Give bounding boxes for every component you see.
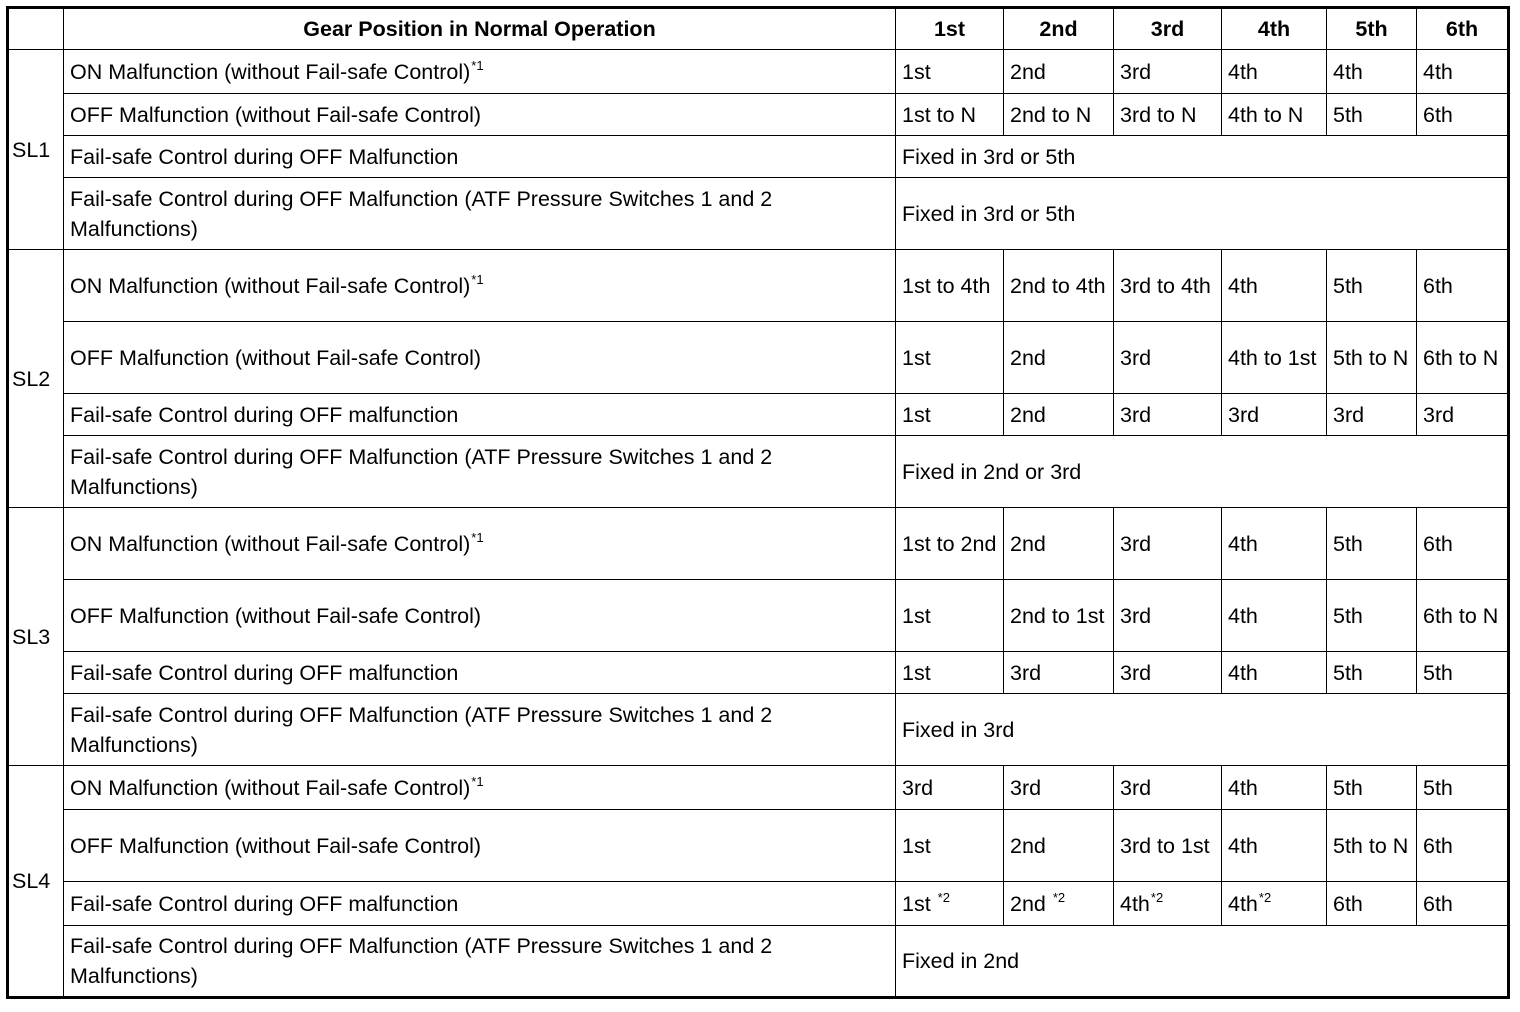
gear-result-cell xyxy=(1327,810,1417,882)
gear-result-cell xyxy=(1417,652,1509,694)
gear-result-cell xyxy=(896,508,1004,580)
gear-result-cell xyxy=(1327,250,1417,322)
gear-result-text: 3rd to N xyxy=(1120,102,1197,127)
gear-result-text: 4th xyxy=(1228,891,1258,916)
gear-result-text: 4th xyxy=(1228,833,1258,858)
gear-result-cell xyxy=(1114,50,1222,94)
gear-result-cell xyxy=(1114,394,1222,436)
header-gear-3: 3rd xyxy=(1114,8,1222,50)
table-body xyxy=(8,50,1509,998)
gear-result-cell xyxy=(1417,322,1509,394)
gear-result-cell xyxy=(1417,766,1509,810)
header-gear-2: 2nd xyxy=(1004,8,1114,50)
condition-text: Fail-safe Control during OFF Malfunction xyxy=(70,144,459,169)
gear-result-cell xyxy=(1114,508,1222,580)
gear-result-text: 6th xyxy=(1423,102,1453,127)
fixed-gear-cell: Fixed in 2nd xyxy=(896,926,1509,998)
gear-result-text: 4th xyxy=(1228,531,1258,556)
gear-result-text: 5th xyxy=(1333,273,1363,298)
gear-result-text: 4th xyxy=(1228,603,1258,628)
table-row xyxy=(8,178,1509,250)
gear-result-cell xyxy=(1222,508,1327,580)
table-row xyxy=(8,136,1509,178)
gear-result-text: 5th xyxy=(1333,775,1363,800)
condition-cell xyxy=(64,508,896,580)
gear-result-cell xyxy=(1114,810,1222,882)
solenoid-group-label: SL1 xyxy=(8,50,64,250)
gear-result-cell xyxy=(896,394,1004,436)
gear-result-cell xyxy=(1327,652,1417,694)
gear-result-text: 3rd xyxy=(1120,660,1152,685)
condition-text: Fail-safe Control during OFF malfunction xyxy=(70,660,459,685)
gear-result-cell xyxy=(896,250,1004,322)
gear-result-cell xyxy=(1222,766,1327,810)
fixed-gear-cell: Fixed in 3rd or 5th xyxy=(896,178,1509,250)
gear-result-text: 2nd to 4th xyxy=(1010,273,1106,298)
table-row xyxy=(8,766,1509,810)
gear-result-cell xyxy=(1327,766,1417,810)
condition-cell xyxy=(64,436,896,508)
gear-result-text: 3rd xyxy=(1120,345,1152,370)
gear-result-cell xyxy=(1004,322,1114,394)
gear-result-text: 6th xyxy=(1423,891,1453,916)
gear-result-cell xyxy=(1222,652,1327,694)
table-row xyxy=(8,50,1509,94)
gear-result-cell xyxy=(1222,250,1327,322)
gear-result-cell xyxy=(1004,580,1114,652)
table-row xyxy=(8,436,1509,508)
condition-cell xyxy=(64,322,896,394)
gear-result-text: 6th xyxy=(1423,531,1453,556)
solenoid-group-label: SL3 xyxy=(8,508,64,766)
gear-result-cell xyxy=(1004,394,1114,436)
gear-result-text: 1st xyxy=(902,660,931,685)
gear-result-text: 3rd xyxy=(1423,402,1455,427)
gear-result-text: 5th xyxy=(1333,531,1363,556)
gear-result-cell xyxy=(1417,94,1509,136)
condition-text: OFF Malfunction (without Fail-safe Control) xyxy=(70,102,482,127)
gear-result-text: 2nd xyxy=(1010,345,1046,370)
gear-result-text: 4th xyxy=(1228,273,1258,298)
header-gear-position: Gear Position in Normal Operation xyxy=(64,8,896,50)
gear-result-cell xyxy=(1327,394,1417,436)
gear-result-cell xyxy=(1327,50,1417,94)
footnote-marker: *1 xyxy=(471,773,484,789)
gear-result-cell xyxy=(1327,508,1417,580)
gear-result-cell xyxy=(1327,882,1417,926)
gear-result-cell xyxy=(1417,394,1509,436)
table-row xyxy=(8,322,1509,394)
header-gear-4: 4th xyxy=(1222,8,1327,50)
solenoid-group-label: SL4 xyxy=(8,766,64,998)
condition-cell xyxy=(64,882,896,926)
gear-result-text: 6th xyxy=(1333,891,1363,916)
gear-result-text: 3rd xyxy=(1120,531,1152,556)
gear-result-cell xyxy=(1222,810,1327,882)
gear-result-cell xyxy=(1004,50,1114,94)
gear-result-cell xyxy=(1327,94,1417,136)
condition-text: Fail-safe Control during OFF Malfunction (ATF Pressure Switches 1 and 2 Malfunctions) xyxy=(70,444,773,499)
gear-result-cell xyxy=(1114,652,1222,694)
gear-result-cell xyxy=(896,810,1004,882)
gear-result-text: 2nd to 1st xyxy=(1010,603,1105,628)
gear-result-cell xyxy=(896,322,1004,394)
gear-result-text: 1st xyxy=(902,59,931,84)
gear-result-text: 4th xyxy=(1228,59,1258,84)
condition-text: OFF Malfunction (without Fail-safe Control) xyxy=(70,833,482,858)
gear-result-cell xyxy=(1417,250,1509,322)
fixed-gear-cell: Fixed in 2nd or 3rd xyxy=(896,436,1509,508)
gear-result-cell xyxy=(896,50,1004,94)
gear-result-text: 3rd xyxy=(1228,402,1260,427)
condition-text: Fail-safe Control during OFF Malfunction (ATF Pressure Switches 1 and 2 Malfunctions) xyxy=(70,934,773,988)
gear-result-text: 1st xyxy=(902,603,931,628)
gear-result-text: 3rd xyxy=(1120,402,1152,427)
condition-cell xyxy=(64,694,896,766)
gear-result-text: 1st xyxy=(902,833,931,858)
condition-cell xyxy=(64,652,896,694)
table-row xyxy=(8,250,1509,322)
gear-result-cell xyxy=(1004,94,1114,136)
table-row xyxy=(8,94,1509,136)
gear-result-text: 3rd xyxy=(1120,603,1152,628)
gear-result-text: 5th xyxy=(1423,660,1453,685)
condition-cell xyxy=(64,394,896,436)
gear-result-text: 3rd xyxy=(902,775,934,800)
gear-result-text: 5th xyxy=(1333,660,1363,685)
footnote-marker: *2 xyxy=(1150,889,1164,905)
table-row xyxy=(8,810,1509,882)
gear-result-cell xyxy=(1114,250,1222,322)
gear-result-cell xyxy=(1004,508,1114,580)
gear-result-text: 3rd to 1st xyxy=(1120,833,1210,858)
gear-result-text: 3rd xyxy=(1120,59,1152,84)
gear-result-text: 6th to N xyxy=(1423,603,1499,628)
gear-result-text: 1st xyxy=(902,402,931,427)
footnote-marker: *1 xyxy=(471,57,484,73)
gear-result-cell xyxy=(1004,766,1114,810)
table-row xyxy=(8,394,1509,436)
gear-result-cell xyxy=(1327,322,1417,394)
gear-result-cell xyxy=(1222,882,1327,926)
gear-result-text: 4th xyxy=(1228,660,1258,685)
footnote-marker: *2 xyxy=(937,889,950,905)
gear-result-text: 6th xyxy=(1423,833,1453,858)
gear-result-cell xyxy=(1417,50,1509,94)
condition-text: Fail-safe Control during OFF malfunction xyxy=(70,402,459,427)
gear-result-text: 6th to N xyxy=(1423,345,1499,370)
gear-result-text: 4th xyxy=(1423,59,1453,84)
table-row xyxy=(8,580,1509,652)
gear-result-cell xyxy=(1114,322,1222,394)
gear-result-text: 1st to 2nd xyxy=(902,531,997,556)
table-row xyxy=(8,652,1509,694)
gear-result-cell xyxy=(1417,882,1509,926)
gear-result-cell xyxy=(1417,508,1509,580)
gear-result-cell xyxy=(1222,580,1327,652)
condition-cell xyxy=(64,766,896,810)
condition-text: ON Malfunction (without Fail-safe Control) xyxy=(70,273,471,298)
condition-cell xyxy=(64,250,896,322)
gear-result-cell xyxy=(1417,580,1509,652)
gear-result-cell xyxy=(1222,322,1327,394)
gear-result-text: 1st to 4th xyxy=(902,273,991,298)
gear-result-text: 2nd xyxy=(1010,833,1046,858)
gear-result-text: 2nd xyxy=(1010,891,1052,916)
condition-cell xyxy=(64,926,896,998)
gear-result-cell xyxy=(1004,810,1114,882)
header-gear-5: 5th xyxy=(1327,8,1417,50)
gear-result-text: 2nd xyxy=(1010,402,1046,427)
gear-result-text: 4th xyxy=(1333,59,1363,84)
gear-result-cell xyxy=(896,652,1004,694)
footnote-marker: *1 xyxy=(471,271,484,287)
gear-result-text: 1st xyxy=(902,345,931,370)
gear-result-text: 2nd to N xyxy=(1010,102,1092,127)
gear-result-text: 3rd xyxy=(1010,660,1042,685)
gear-result-text: 5th xyxy=(1423,775,1453,800)
table-row xyxy=(8,882,1509,926)
gear-result-cell xyxy=(1114,94,1222,136)
gear-result-cell xyxy=(1327,580,1417,652)
condition-text: OFF Malfunction (without Fail-safe Control) xyxy=(70,603,482,628)
gear-result-text: 2nd xyxy=(1010,531,1046,556)
gear-result-text: 4th to N xyxy=(1228,102,1304,127)
condition-text: ON Malfunction (without Fail-safe Control) xyxy=(70,531,471,556)
gear-result-cell xyxy=(896,94,1004,136)
gear-result-text: 1st xyxy=(902,891,937,916)
gear-result-text: 4th to 1st xyxy=(1228,345,1317,370)
header-corner xyxy=(8,8,64,50)
condition-cell xyxy=(64,580,896,652)
condition-text: Fail-safe Control during OFF Malfunction (ATF Pressure Switches 1 and 2 Malfunctions) xyxy=(70,702,773,757)
condition-text: OFF Malfunction (without Fail-safe Control) xyxy=(70,345,482,370)
gear-result-text: 2nd xyxy=(1010,59,1046,84)
gear-result-text: 5th to N xyxy=(1333,345,1409,370)
header-row xyxy=(8,8,1509,50)
gear-result-cell xyxy=(1114,580,1222,652)
gear-result-text: 6th xyxy=(1423,273,1453,298)
gear-result-cell xyxy=(1114,882,1222,926)
condition-cell xyxy=(64,94,896,136)
gear-result-cell xyxy=(1004,652,1114,694)
footnote-marker: *1 xyxy=(471,529,484,545)
gear-malfunction-table xyxy=(6,6,1510,999)
footnote-marker: *2 xyxy=(1258,889,1272,905)
condition-cell xyxy=(64,810,896,882)
gear-result-cell xyxy=(1114,766,1222,810)
footnote-marker: *2 xyxy=(1052,889,1066,905)
gear-result-cell xyxy=(896,882,1004,926)
condition-text: ON Malfunction (without Fail-safe Control) xyxy=(70,775,471,800)
fixed-gear-cell: Fixed in 3rd xyxy=(896,694,1509,766)
gear-result-text: 5th to N xyxy=(1333,833,1409,858)
gear-result-cell xyxy=(896,766,1004,810)
gear-result-cell xyxy=(1004,882,1114,926)
table-row xyxy=(8,926,1509,998)
gear-result-text: 3rd xyxy=(1333,402,1365,427)
condition-cell xyxy=(64,178,896,250)
gear-result-cell xyxy=(1222,50,1327,94)
gear-result-text: 5th xyxy=(1333,102,1363,127)
table-row xyxy=(8,508,1509,580)
fixed-gear-cell: Fixed in 3rd or 5th xyxy=(896,136,1509,178)
gear-result-text: 4th xyxy=(1228,775,1258,800)
gear-result-text: 4th xyxy=(1120,891,1150,916)
gear-result-cell xyxy=(896,580,1004,652)
solenoid-group-label: SL2 xyxy=(8,250,64,508)
header-gear-6: 6th xyxy=(1417,8,1509,50)
gear-result-cell xyxy=(1004,250,1114,322)
gear-result-text: 1st to N xyxy=(902,102,977,127)
condition-text: Fail-safe Control during OFF malfunction xyxy=(70,891,459,916)
condition-text: ON Malfunction (without Fail-safe Control) xyxy=(70,59,471,84)
header-gear-1: 1st xyxy=(896,8,1004,50)
gear-result-text: 3rd to 4th xyxy=(1120,273,1211,298)
gear-result-cell xyxy=(1417,810,1509,882)
gear-result-text: 3rd xyxy=(1010,775,1042,800)
condition-cell xyxy=(64,136,896,178)
gear-result-cell xyxy=(1222,394,1327,436)
gear-result-text: 3rd xyxy=(1120,775,1152,800)
condition-text: Fail-safe Control during OFF Malfunction (ATF Pressure Switches 1 and 2 Malfunctions) xyxy=(70,186,773,241)
table-row xyxy=(8,694,1509,766)
gear-result-cell xyxy=(1222,94,1327,136)
condition-cell xyxy=(64,50,896,94)
gear-result-text: 5th xyxy=(1333,603,1363,628)
